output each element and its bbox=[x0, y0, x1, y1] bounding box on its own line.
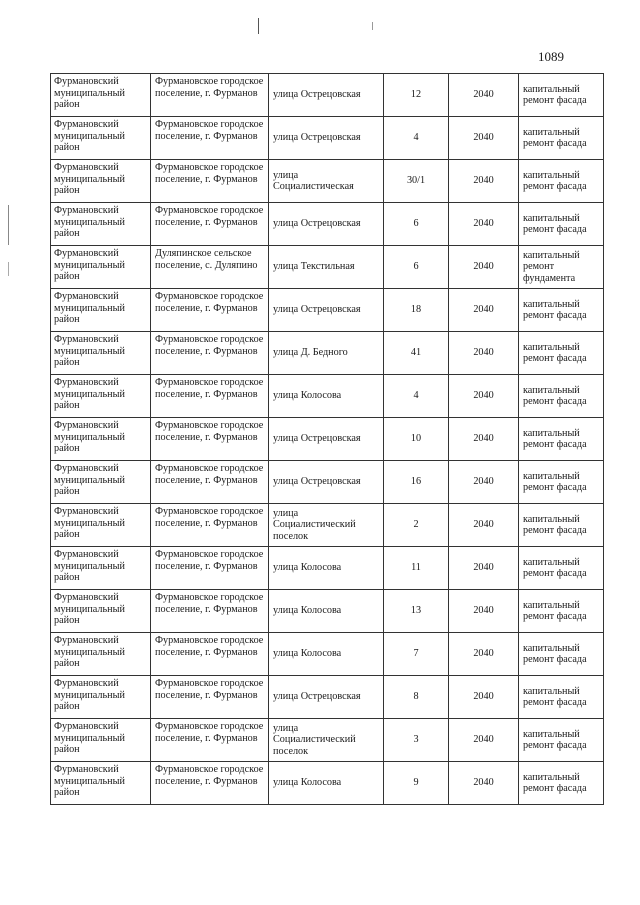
work-type-cell: капитальный ремонт фасада bbox=[519, 633, 604, 676]
work-type-cell: капитальный ремонт фасада bbox=[519, 375, 604, 418]
street-cell: улица Д. Бедного bbox=[269, 332, 384, 375]
district-cell: Фурмановский муниципальный район bbox=[51, 289, 151, 332]
district-cell: Фурмановский муниципальный район bbox=[51, 590, 151, 633]
house-number-cell: 6 bbox=[384, 203, 449, 246]
year-cell: 2040 bbox=[449, 676, 519, 719]
year-cell: 2040 bbox=[449, 461, 519, 504]
year-cell: 2040 bbox=[449, 246, 519, 289]
table-row bbox=[51, 74, 604, 117]
house-number-cell: 9 bbox=[384, 762, 449, 805]
year-cell: 2040 bbox=[449, 633, 519, 676]
work-type-cell: капитальный ремонт фасада bbox=[519, 461, 604, 504]
settlement-cell: Фурмановское городское поселение, г. Фурманов bbox=[151, 74, 269, 117]
table-row bbox=[51, 246, 604, 289]
year-cell: 2040 bbox=[449, 504, 519, 547]
year-cell: 2040 bbox=[449, 590, 519, 633]
year-cell: 2040 bbox=[449, 547, 519, 590]
house-number-cell: 30/1 bbox=[384, 160, 449, 203]
work-type-cell: капитальный ремонт фасада bbox=[519, 590, 604, 633]
district-cell: Фурмановский муниципальный район bbox=[51, 461, 151, 504]
street-cell: улица Колосова bbox=[269, 547, 384, 590]
house-number-cell: 6 bbox=[384, 246, 449, 289]
table-row bbox=[51, 676, 604, 719]
scan-mark-top bbox=[258, 18, 259, 34]
house-number-cell: 10 bbox=[384, 418, 449, 461]
house-number-cell: 3 bbox=[384, 719, 449, 762]
table-row bbox=[51, 504, 604, 547]
year-cell: 2040 bbox=[449, 74, 519, 117]
work-type-cell: капитальный ремонт фасада bbox=[519, 547, 604, 590]
settlement-cell: Фурмановское городское поселение, г. Фурманов bbox=[151, 203, 269, 246]
house-number-cell: 2 bbox=[384, 504, 449, 547]
table-row bbox=[51, 117, 604, 160]
district-cell: Фурмановский муниципальный район bbox=[51, 117, 151, 160]
table-row bbox=[51, 719, 604, 762]
district-cell: Фурмановский муниципальный район bbox=[51, 332, 151, 375]
table-row bbox=[51, 332, 604, 375]
street-cell: улица Острецовская bbox=[269, 289, 384, 332]
table-row bbox=[51, 547, 604, 590]
table-row bbox=[51, 461, 604, 504]
year-cell: 2040 bbox=[449, 762, 519, 805]
street-cell: улица Колосова bbox=[269, 762, 384, 805]
settlement-cell: Фурмановское городское поселение, г. Фурманов bbox=[151, 547, 269, 590]
settlement-cell: Фурмановское городское поселение, г. Фурманов bbox=[151, 762, 269, 805]
year-cell: 2040 bbox=[449, 203, 519, 246]
house-number-cell: 8 bbox=[384, 676, 449, 719]
year-cell: 2040 bbox=[449, 375, 519, 418]
work-type-cell: капитальный ремонт фасада bbox=[519, 762, 604, 805]
house-number-cell: 4 bbox=[384, 117, 449, 160]
street-cell: улица Острецовская bbox=[269, 418, 384, 461]
district-cell: Фурмановский муниципальный район bbox=[51, 547, 151, 590]
year-cell: 2040 bbox=[449, 117, 519, 160]
district-cell: Фурмановский муниципальный район bbox=[51, 74, 151, 117]
district-cell: Фурмановский муниципальный район bbox=[51, 160, 151, 203]
house-number-cell: 11 bbox=[384, 547, 449, 590]
street-cell: улица Социалистический поселок bbox=[269, 504, 384, 547]
house-number-cell: 13 bbox=[384, 590, 449, 633]
work-type-cell: капитальный ремонт фасада bbox=[519, 719, 604, 762]
street-cell: улица Социалистический поселок bbox=[269, 719, 384, 762]
scan-mark-left bbox=[8, 205, 9, 245]
housing-table bbox=[50, 73, 604, 805]
settlement-cell: Фурмановское городское поселение, г. Фурманов bbox=[151, 418, 269, 461]
year-cell: 2040 bbox=[449, 418, 519, 461]
work-type-cell: капитальный ремонт фасада bbox=[519, 203, 604, 246]
house-number-cell: 16 bbox=[384, 461, 449, 504]
settlement-cell: Фурмановское городское поселение, г. Фурманов bbox=[151, 160, 269, 203]
street-cell: улица Колосова bbox=[269, 590, 384, 633]
house-number-cell: 18 bbox=[384, 289, 449, 332]
year-cell: 2040 bbox=[449, 332, 519, 375]
year-cell: 2040 bbox=[449, 719, 519, 762]
scan-mark-top-right bbox=[372, 22, 373, 30]
street-cell: улица Острецовская bbox=[269, 117, 384, 160]
house-number-cell: 7 bbox=[384, 633, 449, 676]
year-cell: 2040 bbox=[449, 289, 519, 332]
work-type-cell: капитальный ремонт фасада bbox=[519, 332, 604, 375]
scan-mark-left-lower bbox=[8, 262, 9, 276]
settlement-cell: Фурмановское городское поселение, г. Фурманов bbox=[151, 461, 269, 504]
district-cell: Фурмановский муниципальный район bbox=[51, 719, 151, 762]
table-row bbox=[51, 289, 604, 332]
work-type-cell: капитальный ремонт фасада bbox=[519, 160, 604, 203]
table-row bbox=[51, 375, 604, 418]
street-cell: улица Колосова bbox=[269, 633, 384, 676]
settlement-cell: Фурмановское городское поселение, г. Фурманов bbox=[151, 332, 269, 375]
street-cell: улица Текстильная bbox=[269, 246, 384, 289]
work-type-cell: капитальный ремонт фасада bbox=[519, 289, 604, 332]
street-cell: улица Острецовская bbox=[269, 74, 384, 117]
work-type-cell: капитальный ремонт фасада bbox=[519, 676, 604, 719]
settlement-cell: Фурмановское городское поселение, г. Фурманов bbox=[151, 375, 269, 418]
table-row bbox=[51, 762, 604, 805]
settlement-cell: Фурмановское городское поселение, г. Фурманов bbox=[151, 633, 269, 676]
street-cell: улица Колосова bbox=[269, 375, 384, 418]
house-number-cell: 41 bbox=[384, 332, 449, 375]
table-row bbox=[51, 590, 604, 633]
settlement-cell: Фурмановское городское поселение, г. Фурманов bbox=[151, 676, 269, 719]
table-row bbox=[51, 633, 604, 676]
street-cell: улица Острецовская bbox=[269, 676, 384, 719]
street-cell: улица Социалистическая bbox=[269, 160, 384, 203]
district-cell: Фурмановский муниципальный район bbox=[51, 203, 151, 246]
street-cell: улица Острецовская bbox=[269, 461, 384, 504]
district-cell: Фурмановский муниципальный район bbox=[51, 418, 151, 461]
street-cell: улица Острецовская bbox=[269, 203, 384, 246]
house-number-cell: 4 bbox=[384, 375, 449, 418]
work-type-cell: капитальный ремонт фасада bbox=[519, 74, 604, 117]
table-row bbox=[51, 160, 604, 203]
district-cell: Фурмановский муниципальный район bbox=[51, 504, 151, 547]
work-type-cell: капитальный ремонт фасада bbox=[519, 418, 604, 461]
table-row bbox=[51, 418, 604, 461]
settlement-cell: Фурмановское городское поселение, г. Фурманов bbox=[151, 590, 269, 633]
settlement-cell: Фурмановское городское поселение, г. Фурманов bbox=[151, 289, 269, 332]
settlement-cell: Фурмановское городское поселение, г. Фурманов bbox=[151, 117, 269, 160]
house-number-cell: 12 bbox=[384, 74, 449, 117]
district-cell: Фурмановский муниципальный район bbox=[51, 246, 151, 289]
settlement-cell: Дуляпинское сельское поселение, с. Дуляпино bbox=[151, 246, 269, 289]
district-cell: Фурмановский муниципальный район bbox=[51, 676, 151, 719]
table-row bbox=[51, 203, 604, 246]
district-cell: Фурмановский муниципальный район bbox=[51, 762, 151, 805]
table-body bbox=[51, 74, 604, 805]
district-cell: Фурмановский муниципальный район bbox=[51, 375, 151, 418]
settlement-cell: Фурмановское городское поселение, г. Фурманов bbox=[151, 504, 269, 547]
district-cell: Фурмановский муниципальный район bbox=[51, 633, 151, 676]
work-type-cell: капитальный ремонт фундамента bbox=[519, 246, 604, 289]
page-number: 1089 bbox=[538, 49, 564, 64]
year-cell: 2040 bbox=[449, 160, 519, 203]
work-type-cell: капитальный ремонт фасада bbox=[519, 117, 604, 160]
settlement-cell: Фурмановское городское поселение, г. Фурманов bbox=[151, 719, 269, 762]
work-type-cell: капитальный ремонт фасада bbox=[519, 504, 604, 547]
